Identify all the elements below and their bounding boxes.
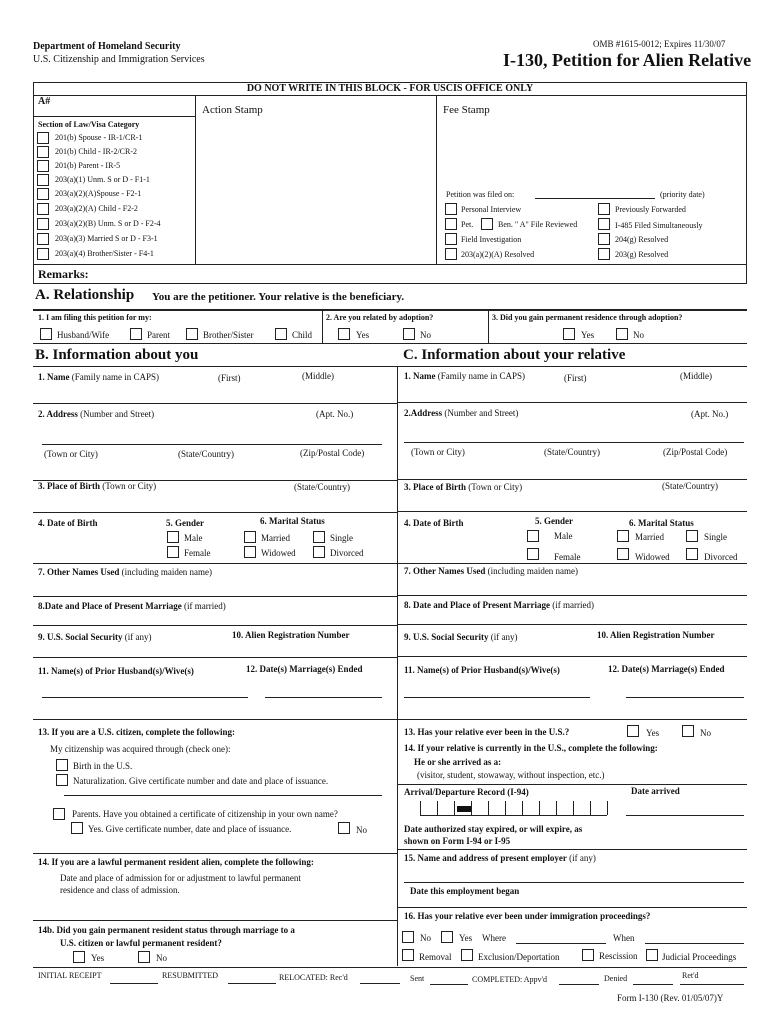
c-alien-reg-label: 10. Alien Registration Number <box>597 630 715 640</box>
category-label: 203(a)(2)(B) Unm. S or D - F2-4 <box>55 219 161 228</box>
a-number-label: A# <box>38 96 51 107</box>
c-q16-no-label: No <box>420 933 431 943</box>
b-female-label: Female <box>184 548 211 558</box>
b-marital-label: 6. Marital Status <box>260 516 325 526</box>
brother-sister-label: Brother/Sister <box>203 330 254 340</box>
c-q16-where-label: Where <box>482 933 506 943</box>
category-checkbox[interactable] <box>37 132 49 144</box>
footer-resubmitted: RESUBMITTED <box>162 971 218 980</box>
personal-interview-checkbox[interactable] <box>445 203 457 215</box>
c-birth-state-label: (State/Country) <box>662 481 718 491</box>
petition-filed-label: Petition was filed on: <box>446 190 515 199</box>
c-other-names-hint: (including maiden name) <box>487 566 579 576</box>
c-exclusion-label: Exclusion/Deportation <box>478 952 560 962</box>
c-ssn-label: 9. U.S. Social Security <box>404 632 489 642</box>
b-birth-us-checkbox[interactable] <box>56 759 68 771</box>
form-title: I-130, Petition for Alien Relative <box>503 50 752 70</box>
b-q14-text2: residence and class of admission. <box>60 885 180 895</box>
c-marital-label: 6. Marital Status <box>629 518 694 528</box>
c-ssn-row <box>404 632 518 643</box>
b-ssn-row <box>38 632 152 643</box>
priority-date-label: (priority date) <box>660 190 705 199</box>
203g-label: 203(g) Resolved <box>615 250 669 259</box>
b-other-names-row <box>38 567 212 578</box>
b-state-label: (State/Country) <box>178 449 234 459</box>
c-first-label: (First) <box>564 373 587 383</box>
section-c-title: C. Information about your relative <box>403 347 626 363</box>
c-gender-label: 5. Gender <box>535 516 573 526</box>
c-q13-yes-checkbox[interactable] <box>627 725 639 737</box>
c-stay-expired-line1: Date authorized stay expired, or will expire, as <box>404 824 583 834</box>
c-zip-label: (Zip/Postal Code) <box>663 447 728 457</box>
b-naturalization-label: Naturalization. Give certificate number and date and place of issuance. <box>73 776 329 786</box>
203a2a-resolved-label: 203(a)(2)(A) Resolved <box>461 250 535 259</box>
child-checkbox[interactable] <box>275 328 287 340</box>
c-widowed-label: Widowed <box>635 552 670 562</box>
b-single-checkbox[interactable] <box>313 531 325 543</box>
c-other-names-label: 7. Other Names Used <box>404 566 486 576</box>
category-checkbox[interactable] <box>37 218 49 230</box>
b-birth-row <box>38 481 156 492</box>
category-checkbox[interactable] <box>37 233 49 245</box>
b-apt-label: (Apt. No.) <box>316 409 354 419</box>
b-marriage-ended-label: 12. Date(s) Marriage(s) Ended <box>246 664 363 674</box>
child-label: Child <box>292 330 313 340</box>
b-cert-no-label: No <box>356 825 367 835</box>
c-q16-yes-checkbox[interactable] <box>441 931 453 943</box>
b-q14b-no-checkbox[interactable] <box>138 951 150 963</box>
b-q13-label: 13. If you are a U.S. citizen, complete the following: <box>38 727 236 737</box>
section-b-title: B. Information about you <box>35 347 199 363</box>
b-divorced-checkbox[interactable] <box>313 546 325 558</box>
c-divorced-checkbox[interactable] <box>686 548 698 560</box>
category-label: 201(b) Spouse - IR-1/CR-1 <box>55 133 143 142</box>
parent-checkbox[interactable] <box>130 328 142 340</box>
c-married-label: Married <box>635 532 664 542</box>
c-birth-row <box>404 482 522 493</box>
c-divorced-label: Divorced <box>704 552 738 562</box>
b-marriage-hint: (if married) <box>184 601 226 611</box>
b-q13-acquired-label: My citizenship was acquired through (check one): <box>50 744 231 754</box>
q3-yes-label: Yes <box>581 330 595 340</box>
c-q15-hint: (if any) <box>569 853 596 863</box>
category-checkbox[interactable] <box>37 160 49 172</box>
c-female-label: Female <box>554 552 581 562</box>
b-q14b-no-label: No <box>156 953 167 963</box>
b-name-hint: (Family name in CAPS) <box>71 372 159 382</box>
q3-label: 3. Did you gain permanent residence through adoption? <box>492 313 683 322</box>
footer-relocated: RELOCATED: Rec'd <box>279 973 348 982</box>
c-other-names-row <box>404 566 578 577</box>
b-divorced-label: Divorced <box>330 548 364 558</box>
c-widowed-checkbox[interactable] <box>617 548 629 560</box>
c-q15-row <box>404 853 596 864</box>
ben-file-checkbox[interactable] <box>481 218 493 230</box>
c-single-checkbox[interactable] <box>686 530 698 542</box>
c-q13-label: 13. Has your relative ever been in the U.S.? <box>404 727 570 737</box>
c-apt-label: (Apt. No.) <box>691 409 729 419</box>
category-label: 201(b) Child - IR-2/CR-2 <box>55 147 137 156</box>
husband-wife-checkbox[interactable] <box>40 328 52 340</box>
c-stay-expired-line2: shown on Form I-94 or I-95 <box>404 836 511 846</box>
b-zip-label: (Zip/Postal Code) <box>300 448 365 458</box>
c-name-label: 1. Name <box>404 371 436 381</box>
b-single-label: Single <box>330 533 354 543</box>
204g-label: 204(g) Resolved <box>615 235 669 244</box>
c-ssn-hint: (if any) <box>490 632 518 642</box>
c-q14-arrived-label: He or she arrived as a: <box>414 757 502 767</box>
c-dob-label: 4. Date of Birth <box>404 518 464 528</box>
c-male-checkbox[interactable] <box>527 530 539 542</box>
i485-checkbox[interactable] <box>598 218 610 230</box>
c-marriage-label: 8. Date and Place of Present Marriage <box>404 600 551 610</box>
i485-label: I-485 Filed Simultaneously <box>615 221 703 230</box>
q2-no-label: No <box>420 330 431 340</box>
b-birth-state-label: (State/Country) <box>294 482 350 492</box>
previously-forwarded-label: Previously Forwarded <box>615 205 686 214</box>
section-a-title: A. Relationship <box>35 287 135 303</box>
c-q13-yes-label: Yes <box>646 728 660 738</box>
omb-number: OMB #1615-0012; Expires 11/30/07 <box>593 39 726 49</box>
q2-yes-checkbox[interactable] <box>338 328 350 340</box>
b-naturalization-checkbox[interactable] <box>56 774 68 786</box>
q2-yes-label: Yes <box>356 330 370 340</box>
agency-name: Department of Homeland Security <box>33 41 181 52</box>
footer-retd: Ret'd <box>682 971 699 980</box>
b-female-checkbox[interactable] <box>167 546 179 558</box>
b-widowed-label: Widowed <box>261 548 296 558</box>
b-other-names-hint: (including maiden name) <box>121 567 213 577</box>
c-prior-spouses-label: 11. Name(s) of Prior Husband(s)/Wive(s) <box>404 665 560 675</box>
b-parents-label: Parents. Have you obtained a certificate of citizenship in your own name? <box>72 809 338 819</box>
action-stamp-label: Action Stamp <box>202 104 263 116</box>
c-q13-no-label: No <box>700 728 711 738</box>
pet-label: Pet. <box>461 220 474 229</box>
footer-completed: COMPLETED: Appv'd <box>472 975 547 984</box>
b-marriage-label: 8.Date and Place of Present Marriage <box>38 601 182 611</box>
b-married-checkbox[interactable] <box>244 531 256 543</box>
c-address-label: 2.Address <box>404 408 443 418</box>
b-dob-label: 4. Date of Birth <box>38 518 98 528</box>
category-checkbox[interactable] <box>37 174 49 186</box>
c-state-label: (State/Country) <box>544 447 600 457</box>
b-married-label: Married <box>261 533 290 543</box>
category-label: 203(a)(2)(A) Child - F2-2 <box>55 204 138 213</box>
q1-label: 1. I am filing this petition for my: <box>38 313 152 322</box>
b-q14-text1: Date and place of admission for or adjustment to lawful permanent <box>60 873 301 883</box>
subagency-name: U.S. Citizenship and Immigration Services <box>33 54 205 65</box>
c-single-label: Single <box>704 532 728 542</box>
c-employment-began-label: Date this employment began <box>410 886 520 896</box>
c-rescission-checkbox-left[interactable] <box>582 949 594 961</box>
q2-no-checkbox[interactable] <box>403 328 415 340</box>
c-q16-yes-label: Yes <box>459 933 473 943</box>
b-other-names-label: 7. Other Names Used <box>38 567 120 577</box>
previously-forwarded-checkbox[interactable] <box>598 203 610 215</box>
c-town-label: (Town or City) <box>411 447 465 457</box>
category-checkbox[interactable] <box>37 203 49 215</box>
c-date-arrived-label: Date arrived <box>631 786 680 796</box>
c-name-row <box>404 371 525 382</box>
b-q14-label: 14. If you are a lawful permanent resident alien, complete the following: <box>38 857 314 867</box>
fee-stamp-label: Fee Stamp <box>443 104 490 116</box>
b-address-label: 2. Address <box>38 409 78 419</box>
b-ssn-hint: (if any) <box>124 632 152 642</box>
q3-no-checkbox[interactable] <box>616 328 628 340</box>
c-q16-label: 16. Has your relative ever been under immigration proceedings? <box>404 911 651 921</box>
b-town-label: (Town or City) <box>44 449 98 459</box>
c-removal-label: Removal <box>419 952 452 962</box>
c-exclusion-checkbox[interactable] <box>461 949 473 961</box>
category-label: 203(a)(4) Brother/Sister - F4-1 <box>55 249 154 258</box>
c-q16-no-checkbox[interactable] <box>402 931 414 943</box>
b-birth-place-hint: (Town or City) <box>102 481 157 491</box>
b-name-row <box>38 372 159 383</box>
c-q16-when-label: When <box>613 933 635 943</box>
b-q14b-yes-label: Yes <box>91 953 105 963</box>
b-address-hint: (Number and Street) <box>80 409 155 419</box>
c-birth-place-hint: (Town or City) <box>468 482 523 492</box>
footer-initial-receipt: INITIAL RECEIPT <box>38 971 102 980</box>
footer-denied: Denied <box>604 974 628 983</box>
q3-yes-checkbox[interactable] <box>563 328 575 340</box>
q3-no-label: No <box>633 330 644 340</box>
c-name-hint: (Family name in CAPS) <box>437 371 525 381</box>
b-prior-spouses-label: 11. Name(s) of Prior Husband(s)/Wive(s) <box>38 666 194 676</box>
203g-checkbox[interactable] <box>598 248 610 260</box>
c-female-checkbox[interactable] <box>527 548 539 560</box>
c-arrival-record-label: Arrival/Departure Record (I-94) <box>404 787 529 797</box>
field-investigation-label: Field Investigation <box>461 235 522 244</box>
b-cert-yes-label: Yes. Give certificate number, date and place of issuance. <box>88 824 292 834</box>
c-marriage-hint: (if married) <box>552 600 595 610</box>
b-parents-checkbox[interactable] <box>53 808 65 820</box>
c-rescission-label: Rescission <box>599 951 638 961</box>
pet-checkbox[interactable] <box>445 218 457 230</box>
b-q14b-yes-checkbox[interactable] <box>73 951 85 963</box>
category-label: 203(a)(3) Married S or D - F3-1 <box>55 234 158 243</box>
category-label: 201(b) Parent - IR-5 <box>55 161 121 170</box>
ben-file-label: Ben. " A" File Reviewed <box>498 220 578 229</box>
b-gender-label: 5. Gender <box>166 518 204 528</box>
c-address-row <box>404 408 518 419</box>
b-first-label: (First) <box>218 373 241 383</box>
category-label: 203(a)(2)(A)Spouse - F2-1 <box>55 189 142 198</box>
remarks-label: Remarks: <box>38 267 89 281</box>
b-address-row <box>38 409 154 420</box>
section-a-subtitle: You are the petitioner. Your relative is the beneficiary. <box>152 291 405 303</box>
b-widowed-checkbox[interactable] <box>244 546 256 558</box>
personal-interview-label: Personal Interview <box>461 205 522 214</box>
category-checkbox[interactable] <box>37 248 49 260</box>
b-middle-label: (Middle) <box>302 371 334 381</box>
parent-label: Parent <box>147 330 170 340</box>
c-marriage-row <box>404 600 594 611</box>
category-checkbox[interactable] <box>37 188 49 200</box>
category-checkbox[interactable] <box>37 146 49 158</box>
b-name-label: 1. Name <box>38 372 70 382</box>
c-judicial-label: Judicial Proceedings <box>662 952 737 962</box>
form-revision: Form I-130 (Rev. 01/05/07)Y <box>617 993 724 1003</box>
c-q13-no-checkbox[interactable] <box>682 725 694 737</box>
visa-category-heading: Section of Law/Visa Category <box>38 120 140 129</box>
c-middle-label: (Middle) <box>680 371 712 381</box>
c-marriage-ended-label: 12. Date(s) Marriage(s) Ended <box>608 664 725 674</box>
b-male-label: Male <box>184 533 203 543</box>
b-alien-reg-label: 10. Alien Registration Number <box>232 630 350 640</box>
b-birth-place-label: 3. Place of Birth <box>38 481 100 491</box>
c-birth-place-label: 3. Place of Birth <box>404 482 466 492</box>
c-q15-label: 15. Name and address of present employer <box>404 853 567 863</box>
c-removal-checkbox[interactable] <box>402 949 414 961</box>
category-label: 203(a)(1) Unm. S or D - F1-1 <box>55 175 150 184</box>
c-judicial-checkbox[interactable] <box>646 949 658 961</box>
b-marriage-row <box>38 601 226 612</box>
q2-label: 2. Are you related by adoption? <box>326 313 434 322</box>
c-q14-label: 14. If your relative is currently in the U.S., complete the following: <box>404 743 658 753</box>
office-banner: DO NOT WRITE IN THIS BLOCK - FOR USCIS OFFICE ONLY <box>246 83 534 94</box>
c-address-hint: (Number and Street) <box>444 408 519 418</box>
b-male-checkbox[interactable] <box>167 531 179 543</box>
footer-sent: Sent <box>410 974 425 983</box>
203a2a-resolved-checkbox[interactable] <box>445 248 457 260</box>
c-male-label: Male <box>554 531 573 541</box>
brother-sister-checkbox[interactable] <box>186 328 198 340</box>
b-q14b-line2: U.S. citizen or lawful permanent resident? <box>60 938 222 948</box>
field-investigation-checkbox[interactable] <box>445 233 457 245</box>
204g-checkbox[interactable] <box>598 233 610 245</box>
b-q14b-line1: 14b. Did you gain permanent resident status through marriage to a <box>38 925 295 935</box>
b-birth-us-label: Birth in the U.S. <box>73 761 133 771</box>
b-ssn-label: 9. U.S. Social Security <box>38 632 123 642</box>
c-q14-hint: (visitor, student, stowaway, without inspection, etc.) <box>417 770 605 780</box>
b-cert-no-checkbox[interactable] <box>338 822 350 834</box>
c-married-checkbox[interactable] <box>617 530 629 542</box>
b-cert-yes-checkbox[interactable] <box>71 822 83 834</box>
husband-wife-label: Husband/Wife <box>57 330 110 340</box>
